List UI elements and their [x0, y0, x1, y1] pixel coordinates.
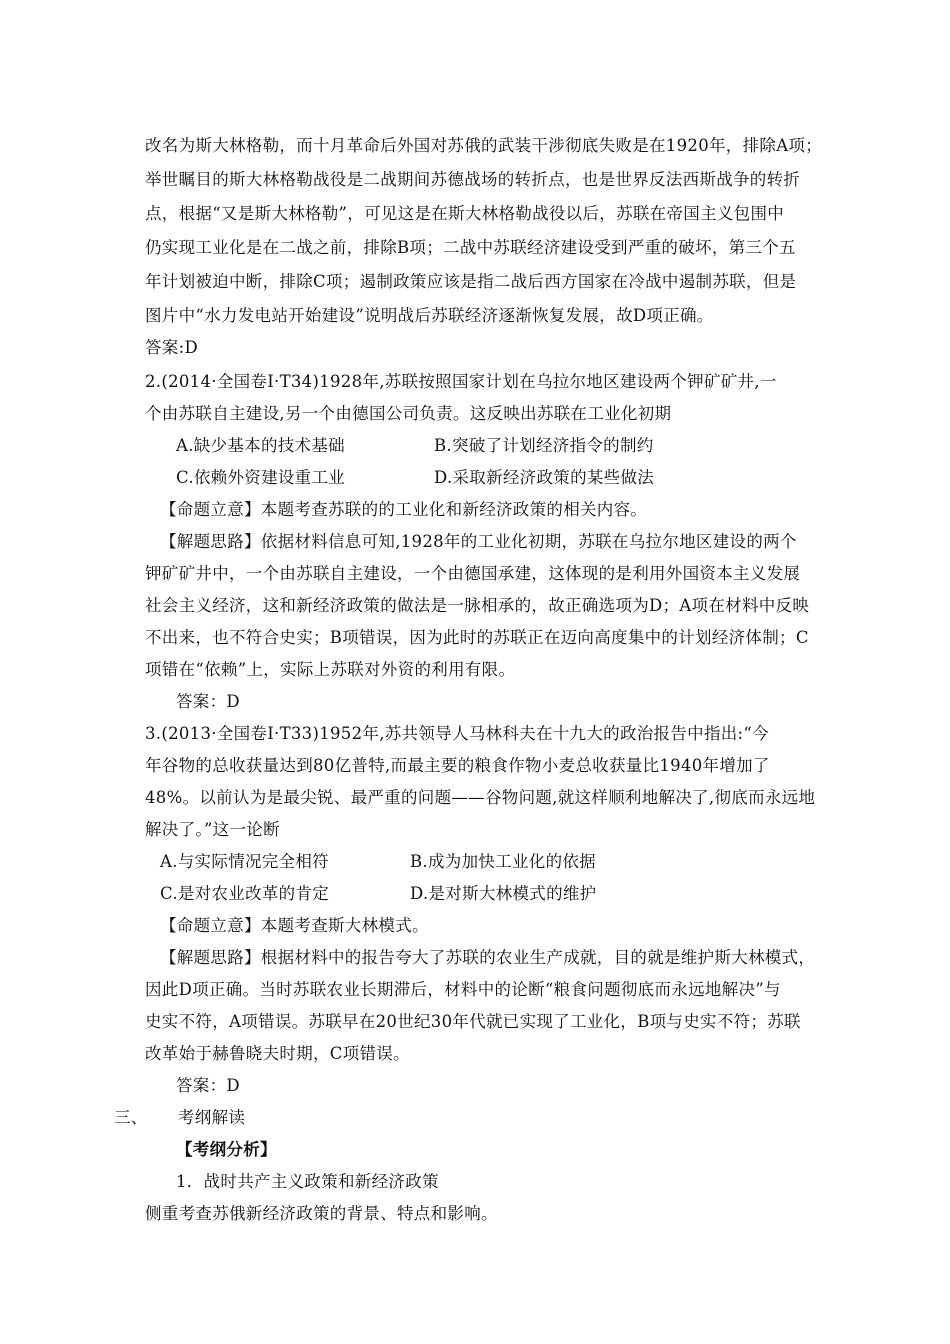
q2-analysis-line: 不出来，也不符合史实；B项错误，因为此时的苏联正在迈向高度集中的计划经济体制；C: [145, 628, 809, 647]
q3-analysis-line: 改革始于赫鲁晓夫时期，C项错误。: [145, 1044, 410, 1063]
q2-option-a: A.缺少基本的技术基础: [176, 436, 345, 455]
analysis-heading: 【考纲分析】: [176, 1140, 277, 1159]
section-number: 三、: [114, 1108, 148, 1127]
q2-analysis-line: 社会主义经济，这和新经济政策的做法是一脉相承的，故正确选项为D；A项在材料中反映: [145, 596, 810, 615]
q2-option-b: B.突破了计划经济指令的制约: [434, 436, 654, 455]
q3-option-b: B.成为加快工业化的依据: [410, 852, 596, 871]
q2-intent: 【命题立意】本题考查苏联的的工业化和新经济政策的相关内容。: [160, 500, 648, 519]
q1-text-line: 图片中“水力发电站开始建设”说明战后苏联经济逐渐恢复发展，故D项正确。: [145, 306, 714, 325]
q2-analysis-line: 【解题思路】依据材料信息可知,1928年的工业化初期，苏联在乌拉尔地区建设的两个: [160, 532, 797, 551]
q2-option-d: D.采取新经济政策的某些做法: [434, 468, 655, 487]
q1-text-line: 年计划被迫中断，排除C项；遏制政策应该是指二战后西方国家在冷战中遏制苏联，但是: [145, 272, 797, 291]
q3-analysis-line: 【解题思路】根据材料中的报告夸大了苏联的农业生产成就，目的就是维护斯大林模式，: [160, 948, 816, 967]
q2-option-c: C.依赖外资建设重工业: [176, 468, 346, 487]
q1-text-line: 仍实现工业化是在二战之前，排除B项；二战中苏联经济建设受到严重的破坏，第三个五: [145, 238, 796, 257]
q1-text-line: 举世瞩目的斯大林格勒战役是二战期间苏德战场的转折点，也是世界反法西斯战争的转折: [145, 170, 801, 189]
q3-stem-line: 3.(2013·全国卷Ⅰ·T33)1952年,苏共领导人马林科夫在十九大的政治报告中指出:“今: [145, 724, 769, 743]
q3-stem-line: 解决了。”这一论断: [145, 820, 280, 839]
q3-option-a: A.与实际情况完全相符: [160, 852, 329, 871]
q3-option-c: C.是对农业改革的肯定: [160, 884, 330, 903]
q1-text-line: 改名为斯大林格勒，而十月革命后外国对苏俄的武装干涉彻底失败是在1920年，排除A项；: [145, 136, 823, 155]
syllabus-item-description: 侧重考查苏俄新经济政策的背景、特点和影响。: [145, 1204, 498, 1223]
q3-answer: 答案：D: [176, 1076, 240, 1095]
q1-answer: 答案:D: [145, 338, 198, 357]
q2-answer: 答案：D: [176, 692, 240, 711]
q3-analysis-line: 因此D项正确。当时苏联农业长期滞后，材料中的论断“粮食问题彻底而永远地解决”与: [145, 980, 781, 999]
q2-analysis-line: 钾矿矿井中，一个由苏联自主建设，一个由德国承建，这体现的是利用外国资本主义发展: [145, 564, 801, 583]
q3-analysis-line: 史实不符，A项错误。苏联早在20世纪30年代就已实现了工业化，B项与史实不符；苏联: [145, 1012, 801, 1031]
q3-option-d: D.是对斯大林模式的维护: [410, 884, 597, 903]
syllabus-item: 1．战时共产主义政策和新经济政策: [176, 1172, 439, 1191]
q1-text-line: 点，根据“又是斯大林格勒”，可见这是在斯大林格勒战役以后，苏联在帝国主义包围中: [145, 204, 785, 223]
q3-intent: 【命题立意】本题考查斯大林模式。: [160, 916, 429, 935]
q3-stem-line: 48%。以前认为是最尖锐、最严重的问题——谷物问题,就这样顺利地解决了,彻底而永远地: [145, 788, 816, 807]
q2-stem-line: 个由苏联自主建设,另一个由德国公司负责。这反映出苏联在工业化初期: [145, 404, 672, 423]
q3-stem-line: 年谷物的总收获量达到80亿普特,而最主要的粮食作物小麦总收获量比1940年增加了: [145, 756, 770, 775]
q2-stem-line: 2.(2014·全国卷Ⅰ·T34)1928年,苏联按照国家计划在乌拉尔地区建设两个钾矿矿井,一: [145, 372, 777, 391]
q2-analysis-line: 项错在“依赖”上，实际上苏联对外资的利用有限。: [145, 660, 516, 679]
section-title: 考纲解读: [178, 1108, 246, 1127]
